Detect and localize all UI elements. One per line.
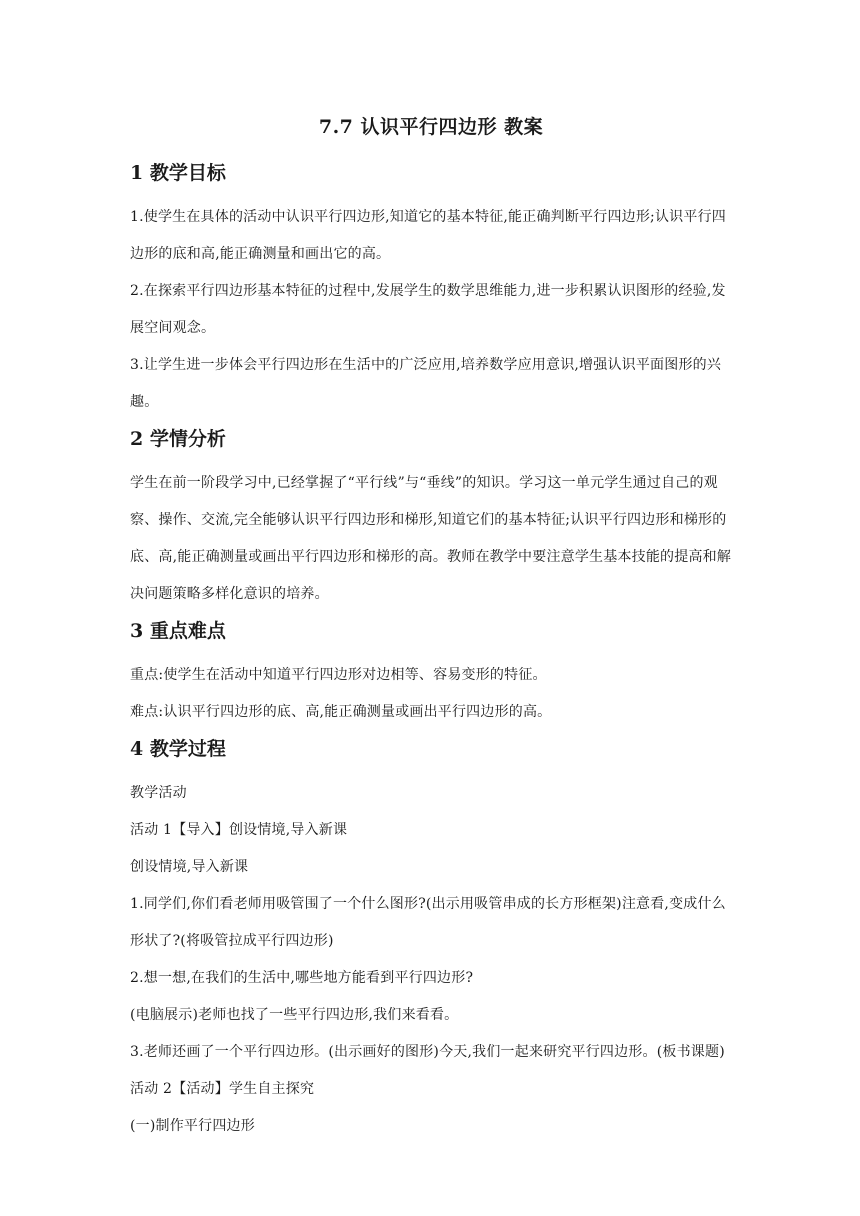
paragraph: 1.同学们,你们看老师用吸管围了一个什么图形?(出示用吸管串成的长方形框架)注意看,变成什么形状了?(将吸管拉成平行四边形)	[130, 896, 726, 949]
paragraph: 难点:认识平行四边形的底、高,能正确测量或画出平行四边形的高。	[130, 704, 552, 720]
paragraph: 1.使学生在具体的活动中认识平行四边形,知道它的基本特征,能正确判断平行四边形;认识平行四边形的底和高,能正确测量和画出它的高。	[130, 209, 726, 262]
section-objectives	[130, 159, 732, 421]
document-title: 7.7 认识平行四边形 教案	[318, 116, 544, 138]
section-heading: 3 重点难点	[130, 620, 226, 642]
paragraph: 创设情境,导入新课	[130, 859, 249, 875]
paragraph: (一)制作平行四边形	[130, 1118, 255, 1134]
paragraph: 3.老师还画了一个平行四边形。(出示画好的图形)今天,我们一起来研究平行四边形。(板书课题)	[130, 1044, 725, 1060]
paragraph: 重点:使学生在活动中知道平行四边形对边相等、容易变形的特征。	[130, 667, 547, 683]
section-heading: 2 学情分析	[130, 428, 226, 450]
paragraph: 2.在探索平行四边形基本特征的过程中,发展学生的数学思维能力,进一步积累认识图形的经验,发展空间观念。	[130, 283, 726, 336]
paragraph: 学生在前一阶段学习中,已经掌握了“平行线”与“垂线”的知识。学习这一单元学生通过自己的观察、操作、交流,完全能够认识平行四边形和梯形,知道它们的基本特征;认识平行四边形和梯形的底、高,能正确测量或画出平行四边形和梯形的高。教师在教学中要注意学生基本技能的提高和解决问题策略多样化意识的培养。	[130, 475, 732, 602]
paragraph: 活动 2【活动】学生自主探究	[130, 1081, 315, 1097]
section-teaching-process	[130, 735, 732, 1145]
paragraph: 活动 1【导入】创设情境,导入新课	[130, 822, 348, 838]
section-heading: 1 教学目标	[130, 162, 226, 184]
paragraph: 教学活动	[130, 785, 187, 801]
section-student-analysis	[130, 425, 732, 613]
section-heading: 4 教学过程	[130, 738, 226, 760]
paragraph: 2.想一想,在我们的生活中,哪些地方能看到平行四边形?	[130, 970, 474, 986]
paragraph: 3.让学生进一步体会平行四边形在生活中的广泛应用,培养数学应用意识,增强认识平面图形的兴趣。	[130, 357, 722, 410]
section-key-points	[130, 617, 732, 731]
paragraph: (电脑展示)老师也找了一些平行四边形,我们来看看。	[130, 1007, 459, 1023]
